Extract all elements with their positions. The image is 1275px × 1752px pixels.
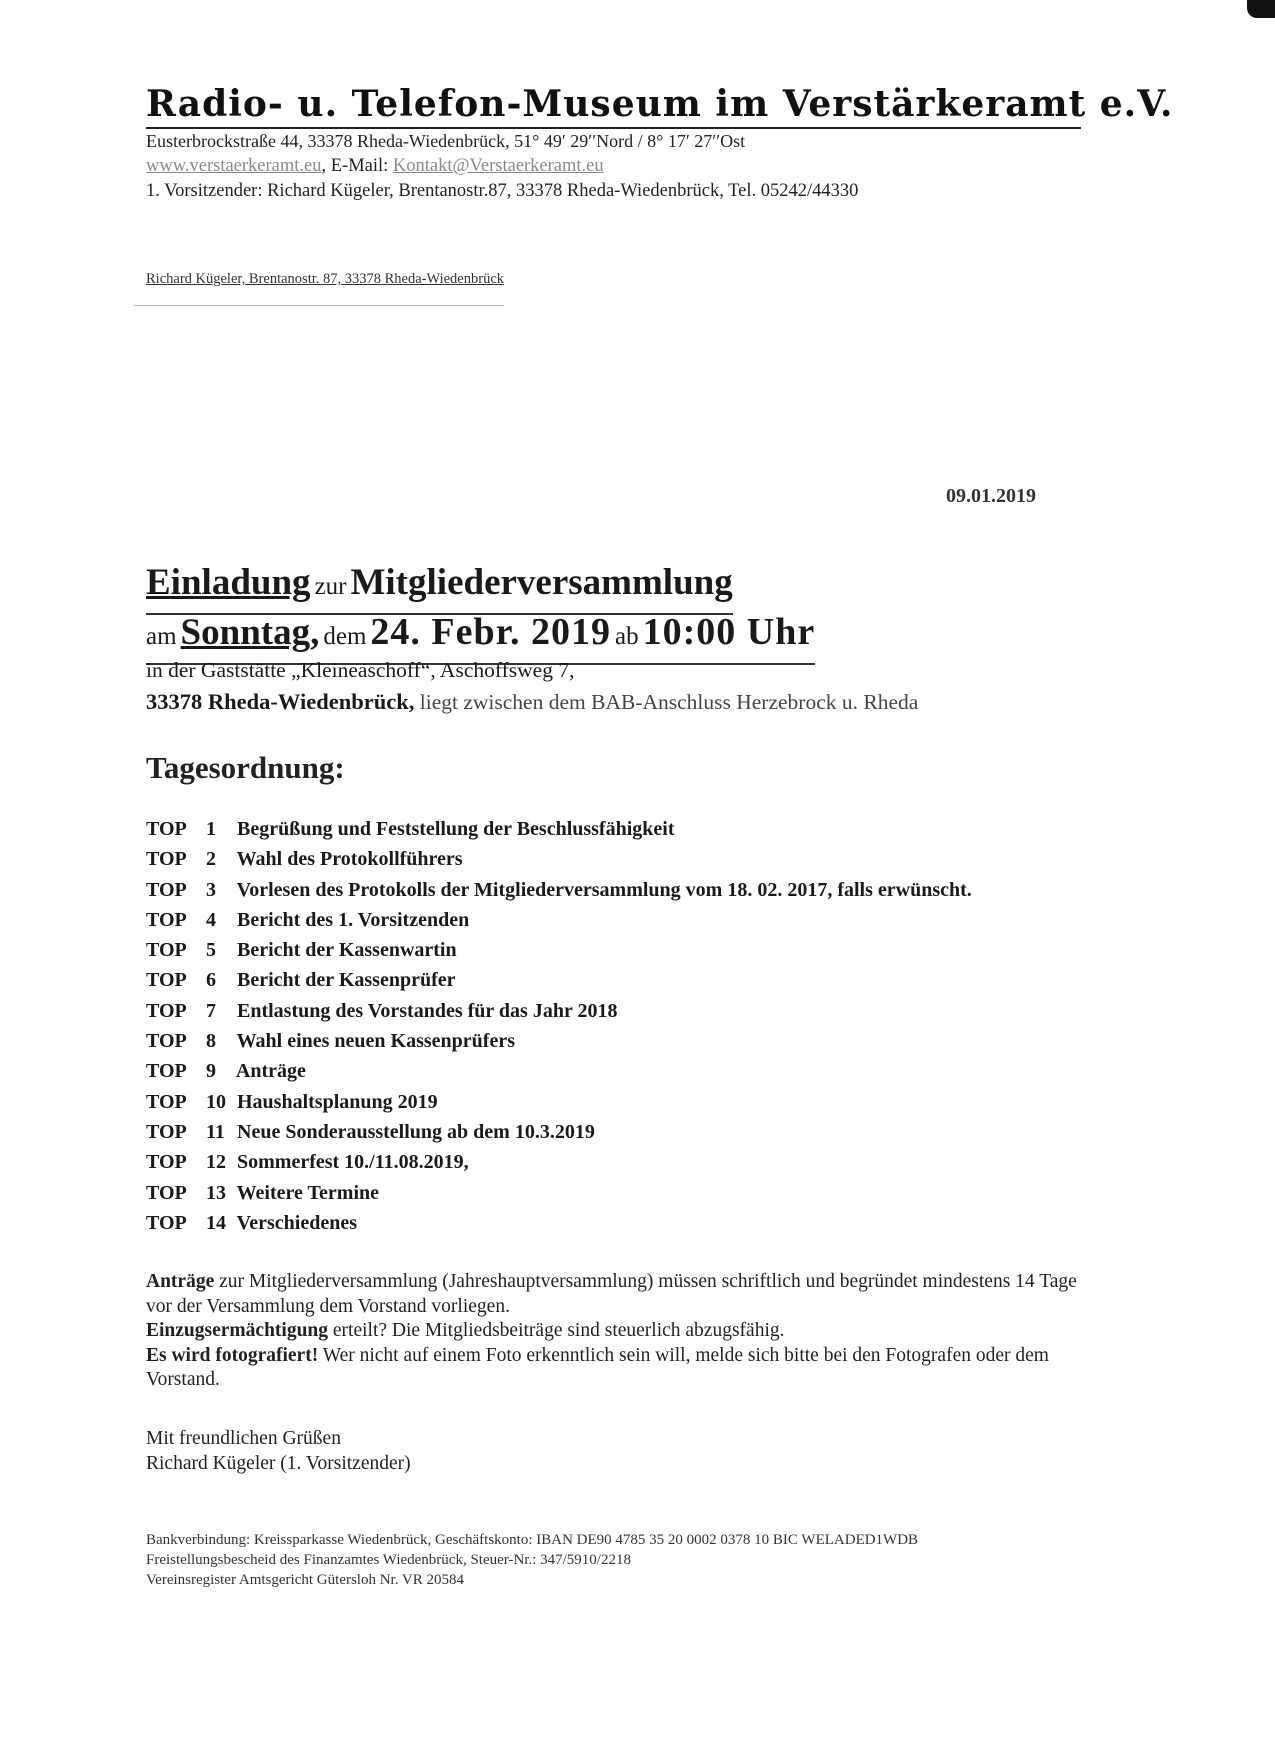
venue-line-1: in der Gaststätte „Kleineaschoff“, Aschoffsweg 7, xyxy=(146,658,575,682)
agenda-item xyxy=(146,965,972,995)
agenda-number: 3 xyxy=(206,878,216,901)
note-foto-label: Es wird fotografiert! xyxy=(146,1344,319,1366)
agenda-top-label: TOP xyxy=(146,1060,187,1083)
agenda-number: 4 xyxy=(206,908,216,931)
agenda-top-label: TOP xyxy=(146,908,187,931)
invitation-date: 24. Febr. 2019 xyxy=(370,611,611,653)
note-einzug-text: erteilt? Die Mitgliedsbeiträge sind steuerlich abzugsfähig. xyxy=(328,1320,785,1341)
address-line: Eusterbrockstraße 44, 33378 Rheda-Wiedenbrück, 51° 49′ 29′′Nord / 8° 17′ 27′′Ost xyxy=(146,131,746,151)
agenda-text: Weitere Termine xyxy=(236,1181,380,1204)
invitation-am: am xyxy=(146,623,177,650)
website-link[interactable]: www.verstaerkeramt.eu xyxy=(146,156,322,176)
agenda-text: Sommerfest 10./11.08.2019, xyxy=(237,1151,469,1174)
footer-tax: Freistellungsbescheid des Finanzamtes Wiedenbrück, Steuer-Nr.: 347/5910/2218 xyxy=(146,1552,631,1568)
agenda-number: 9 xyxy=(206,1060,216,1083)
agenda-item xyxy=(146,844,972,874)
agenda-item xyxy=(146,1147,972,1177)
agenda-list xyxy=(146,814,972,1238)
letter-date: 09.01.2019 xyxy=(946,485,1036,507)
venue-directions: liegt zwischen dem BAB-Anschluss Herzebrock u. Rheda xyxy=(414,690,919,714)
agenda-text: Vorlesen des Protokolls der Mitgliederversammlung vom 18. 02. 2017, falls erwünscht. xyxy=(236,878,972,901)
sender-line: Richard Kügeler, Brentanostr. 87, 33378 Rheda-Wiedenbrück xyxy=(146,271,505,287)
agenda-number: 14 xyxy=(206,1211,226,1234)
agenda-text: Wahl eines neuen Kassenprüfers xyxy=(236,1030,515,1053)
note-antraege xyxy=(146,1270,1106,1319)
agenda-text: Neue Sonderausstellung ab dem 10.3.2019 xyxy=(237,1120,595,1143)
agenda-top-label: TOP xyxy=(146,878,187,901)
greeting: Mit freundlichen Grüßen xyxy=(146,1428,341,1449)
note-antraege-text: zur Mitgliederversammlung (Jahreshauptversammlung) müssen schriftlich und begründet mindestens 14 Tage vor der Versammlung dem Vorstand vorliegen. xyxy=(146,1271,1077,1317)
venue-line-2 xyxy=(146,686,918,718)
agenda-title: Tagesordnung: xyxy=(146,750,345,785)
footer-bank: Bankverbindung: Kreissparkasse Wiedenbrück, Geschäftskonto: IBAN DE90 4785 35 20 0002 0378 10 BIC WELADED1WDB xyxy=(146,1532,919,1548)
agenda-number: 8 xyxy=(206,1030,216,1053)
agenda-item xyxy=(146,1117,972,1147)
invitation-heading xyxy=(146,560,815,665)
chair-line: 1. Vorsitzender: Richard Kügeler, Brentanostr.87, 33378 Rheda-Wiedenbrück, Tel. 05242/44330 xyxy=(146,181,859,201)
note-einzug xyxy=(146,1319,1106,1344)
agenda-text: Anträge xyxy=(235,1060,306,1083)
agenda-item xyxy=(146,1026,972,1056)
agenda-number: 13 xyxy=(206,1181,226,1204)
agenda-text: Bericht der Kassenprüfer xyxy=(237,969,456,992)
agenda-text: Bericht der Kassenwartin xyxy=(237,939,457,962)
invitation-line-1 xyxy=(146,560,733,615)
scan-edge-mark xyxy=(1247,0,1275,18)
agenda-item xyxy=(146,935,972,965)
note-foto xyxy=(146,1344,1106,1393)
agenda-top-label: TOP xyxy=(146,999,187,1022)
agenda-top-label: TOP xyxy=(146,969,187,992)
agenda-top-label: TOP xyxy=(146,1181,187,1204)
agenda-number: 7 xyxy=(206,999,216,1022)
agenda-text: Verschiedenes xyxy=(236,1211,358,1234)
agenda-text: Wahl des Protokollführers xyxy=(236,848,463,871)
email-label: , E-Mail: xyxy=(321,156,393,176)
agenda-item xyxy=(146,1087,972,1117)
invitation-day: Sonntag, xyxy=(180,612,320,653)
closing xyxy=(146,1426,411,1476)
agenda-top-label: TOP xyxy=(146,1030,187,1053)
agenda-item xyxy=(146,1178,972,1208)
footer-register: Vereinsregister Amtsgericht Gütersloh Nr. VR 20584 xyxy=(146,1572,465,1588)
agenda-item xyxy=(146,905,972,935)
signature: Richard Kügeler (1. Vorsitzender) xyxy=(146,1453,411,1474)
agenda-text: Bericht des 1. Vorsitzenden xyxy=(237,908,470,931)
agenda-top-label: TOP xyxy=(146,1151,187,1174)
invitation-ab: ab xyxy=(615,623,639,650)
note-einzug-label: Einzugsermächtigung xyxy=(146,1320,329,1341)
notes xyxy=(146,1270,1106,1393)
agenda-number: 1 xyxy=(206,818,216,840)
venue-city: 33378 Rheda-Wiedenbrück, xyxy=(146,689,415,714)
email-link[interactable]: Kontakt@Verstaerkeramt.eu xyxy=(392,156,604,176)
agenda-item xyxy=(146,814,972,844)
invitation-dem: dem xyxy=(323,623,367,650)
contact-line xyxy=(146,154,1081,179)
note-antraege-label: Anträge xyxy=(146,1271,215,1292)
invitation-word: Einladung xyxy=(146,562,311,603)
agenda-top-label: TOP xyxy=(146,1120,187,1143)
venue xyxy=(146,655,918,718)
invitation-meeting: Mitgliederversammlung xyxy=(350,562,733,603)
note-foto-text: Wer nicht auf einem Foto erkenntlich sein will, melde sich bitte bei den Fotografen oder dem Vorstand. xyxy=(146,1344,1049,1390)
agenda-item xyxy=(146,875,972,905)
agenda-number: 5 xyxy=(206,939,216,962)
agenda-text: Begrüßung und Feststellung der Beschlussfähigkeit xyxy=(237,818,675,840)
sender-rule xyxy=(134,305,504,306)
agenda-number: 10 xyxy=(206,1090,226,1113)
agenda-text: Entlastung des Vorstandes für das Jahr 2018 xyxy=(237,999,618,1022)
agenda-item xyxy=(146,996,972,1026)
footer xyxy=(146,1530,976,1590)
agenda-number: 11 xyxy=(206,1120,225,1143)
letterhead xyxy=(146,82,1174,204)
invitation-time: 10:00 Uhr xyxy=(642,611,816,653)
agenda-text: Haushaltsplanung 2019 xyxy=(237,1090,438,1113)
agenda-number: 6 xyxy=(206,969,216,992)
agenda-number: 12 xyxy=(206,1151,226,1174)
agenda-item xyxy=(146,1208,972,1238)
agenda-top-label: TOP xyxy=(146,1090,187,1113)
agenda-top-label: TOP xyxy=(146,1211,187,1234)
agenda-top-label: TOP xyxy=(146,818,187,840)
invitation-zur: zur xyxy=(314,573,347,600)
agenda-top-label: TOP xyxy=(146,848,187,871)
agenda-number: 2 xyxy=(206,848,216,871)
agenda-item xyxy=(146,1056,972,1086)
organization-name: Radio- u. Telefon-Museum im Verstärkeramt e.V. xyxy=(146,83,1174,125)
agenda-top-label: TOP xyxy=(146,939,187,962)
